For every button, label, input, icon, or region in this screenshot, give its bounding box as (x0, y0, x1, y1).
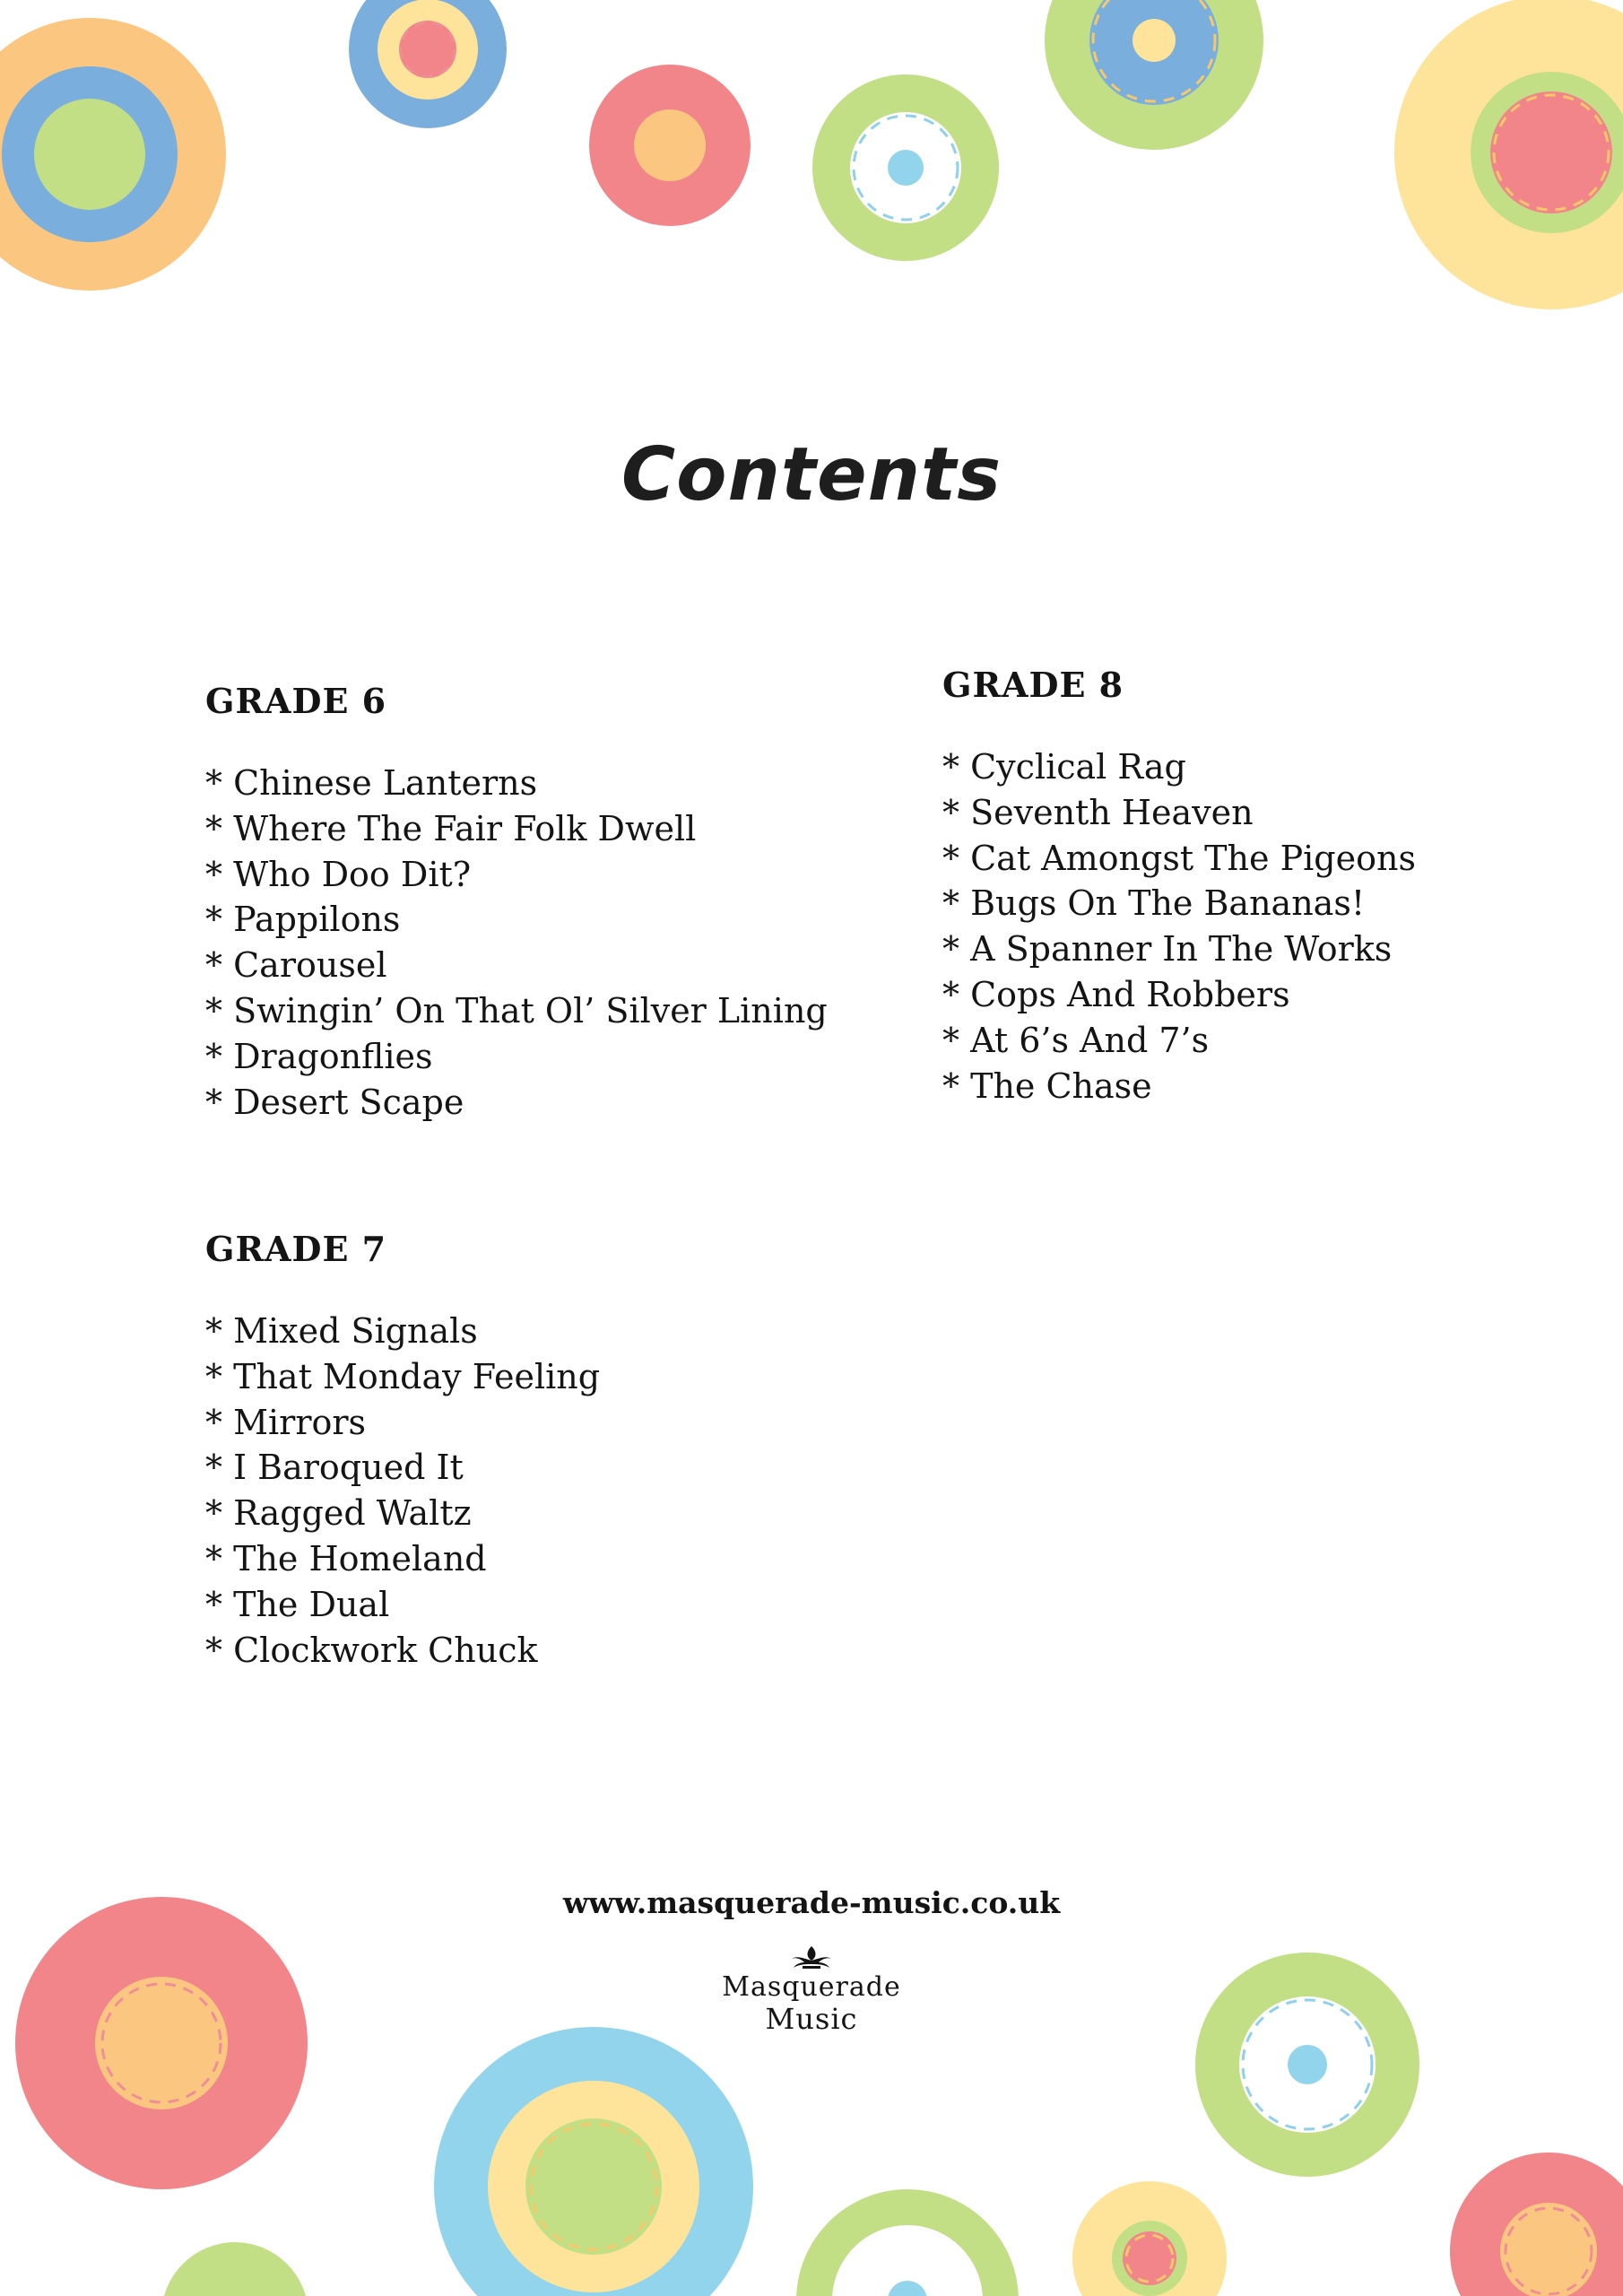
grade-6-section (205, 674, 828, 1125)
grade-8-section (942, 658, 1416, 1109)
list-item: * Ragged Waltz (205, 1491, 600, 1536)
decorative-circle (95, 1977, 228, 2109)
list-item: * Desert Scape (205, 1080, 828, 1126)
masquerade-music-logo (677, 1944, 946, 2034)
list-item: * Clockwork Chuck (205, 1628, 600, 1674)
list-item: * Carousel (205, 943, 828, 988)
list-item: * Where The Fair Folk Dwell (205, 806, 828, 852)
section-heading: GRADE 6 (205, 681, 387, 721)
decorative-circle (634, 109, 706, 181)
list-item: * That Monday Feeling (205, 1354, 600, 1400)
list-item: * Cat Amongst The Pigeons (942, 836, 1416, 882)
list-item: * Mirrors (205, 1400, 600, 1446)
website-url[interactable]: www.masquerade-music.co.uk (562, 1885, 1061, 1920)
decorative-circle (161, 2242, 308, 2296)
section-heading: GRADE 8 (942, 665, 1124, 705)
fleur-ornament-icon (785, 1944, 838, 1971)
piece-list (205, 1309, 600, 1673)
logo-line-1: Masquerade (722, 1971, 901, 2003)
decorative-circle (1490, 91, 1612, 213)
list-item: * Who Doo Dit? (205, 852, 828, 898)
list-item: * Mixed Signals (205, 1309, 600, 1354)
section-heading: GRADE 7 (205, 1229, 387, 1269)
list-item: * Cyclical Rag (942, 744, 1416, 790)
list-item: * The Dual (205, 1582, 600, 1628)
page-title: Contents (621, 432, 1002, 517)
list-item: * The Homeland (205, 1536, 600, 1582)
list-item: * The Chase (942, 1064, 1416, 1109)
list-item: * Bugs On The Bananas! (942, 881, 1416, 926)
list-item: * Swingin’ On That Ol’ Silver Lining (205, 988, 828, 1034)
decorative-circle (1123, 2231, 1176, 2285)
decorative-circle (34, 99, 145, 210)
decorative-circle (1500, 2203, 1597, 2296)
decorative-circle (525, 2118, 662, 2255)
piece-list (205, 761, 828, 1125)
decorative-circle (399, 21, 456, 78)
decorative-circle (888, 150, 924, 186)
list-item: * I Baroqued It (205, 1445, 600, 1491)
list-item: * A Spanner In The Works (942, 926, 1416, 972)
list-item: * Seventh Heaven (942, 790, 1416, 836)
list-item: * Dragonflies (205, 1034, 828, 1080)
list-item: * Chinese Lanterns (205, 761, 828, 806)
decorative-circle (1133, 19, 1176, 62)
logo-line-2: Music (765, 2002, 858, 2036)
list-item: * At 6’s And 7’s (942, 1018, 1416, 1064)
list-item: * Pappilons (205, 897, 828, 943)
decorative-circle (1288, 2045, 1327, 2084)
list-item: * Cops And Robbers (942, 972, 1416, 1018)
grade-7-section (205, 1222, 600, 1673)
piece-list (942, 744, 1416, 1109)
